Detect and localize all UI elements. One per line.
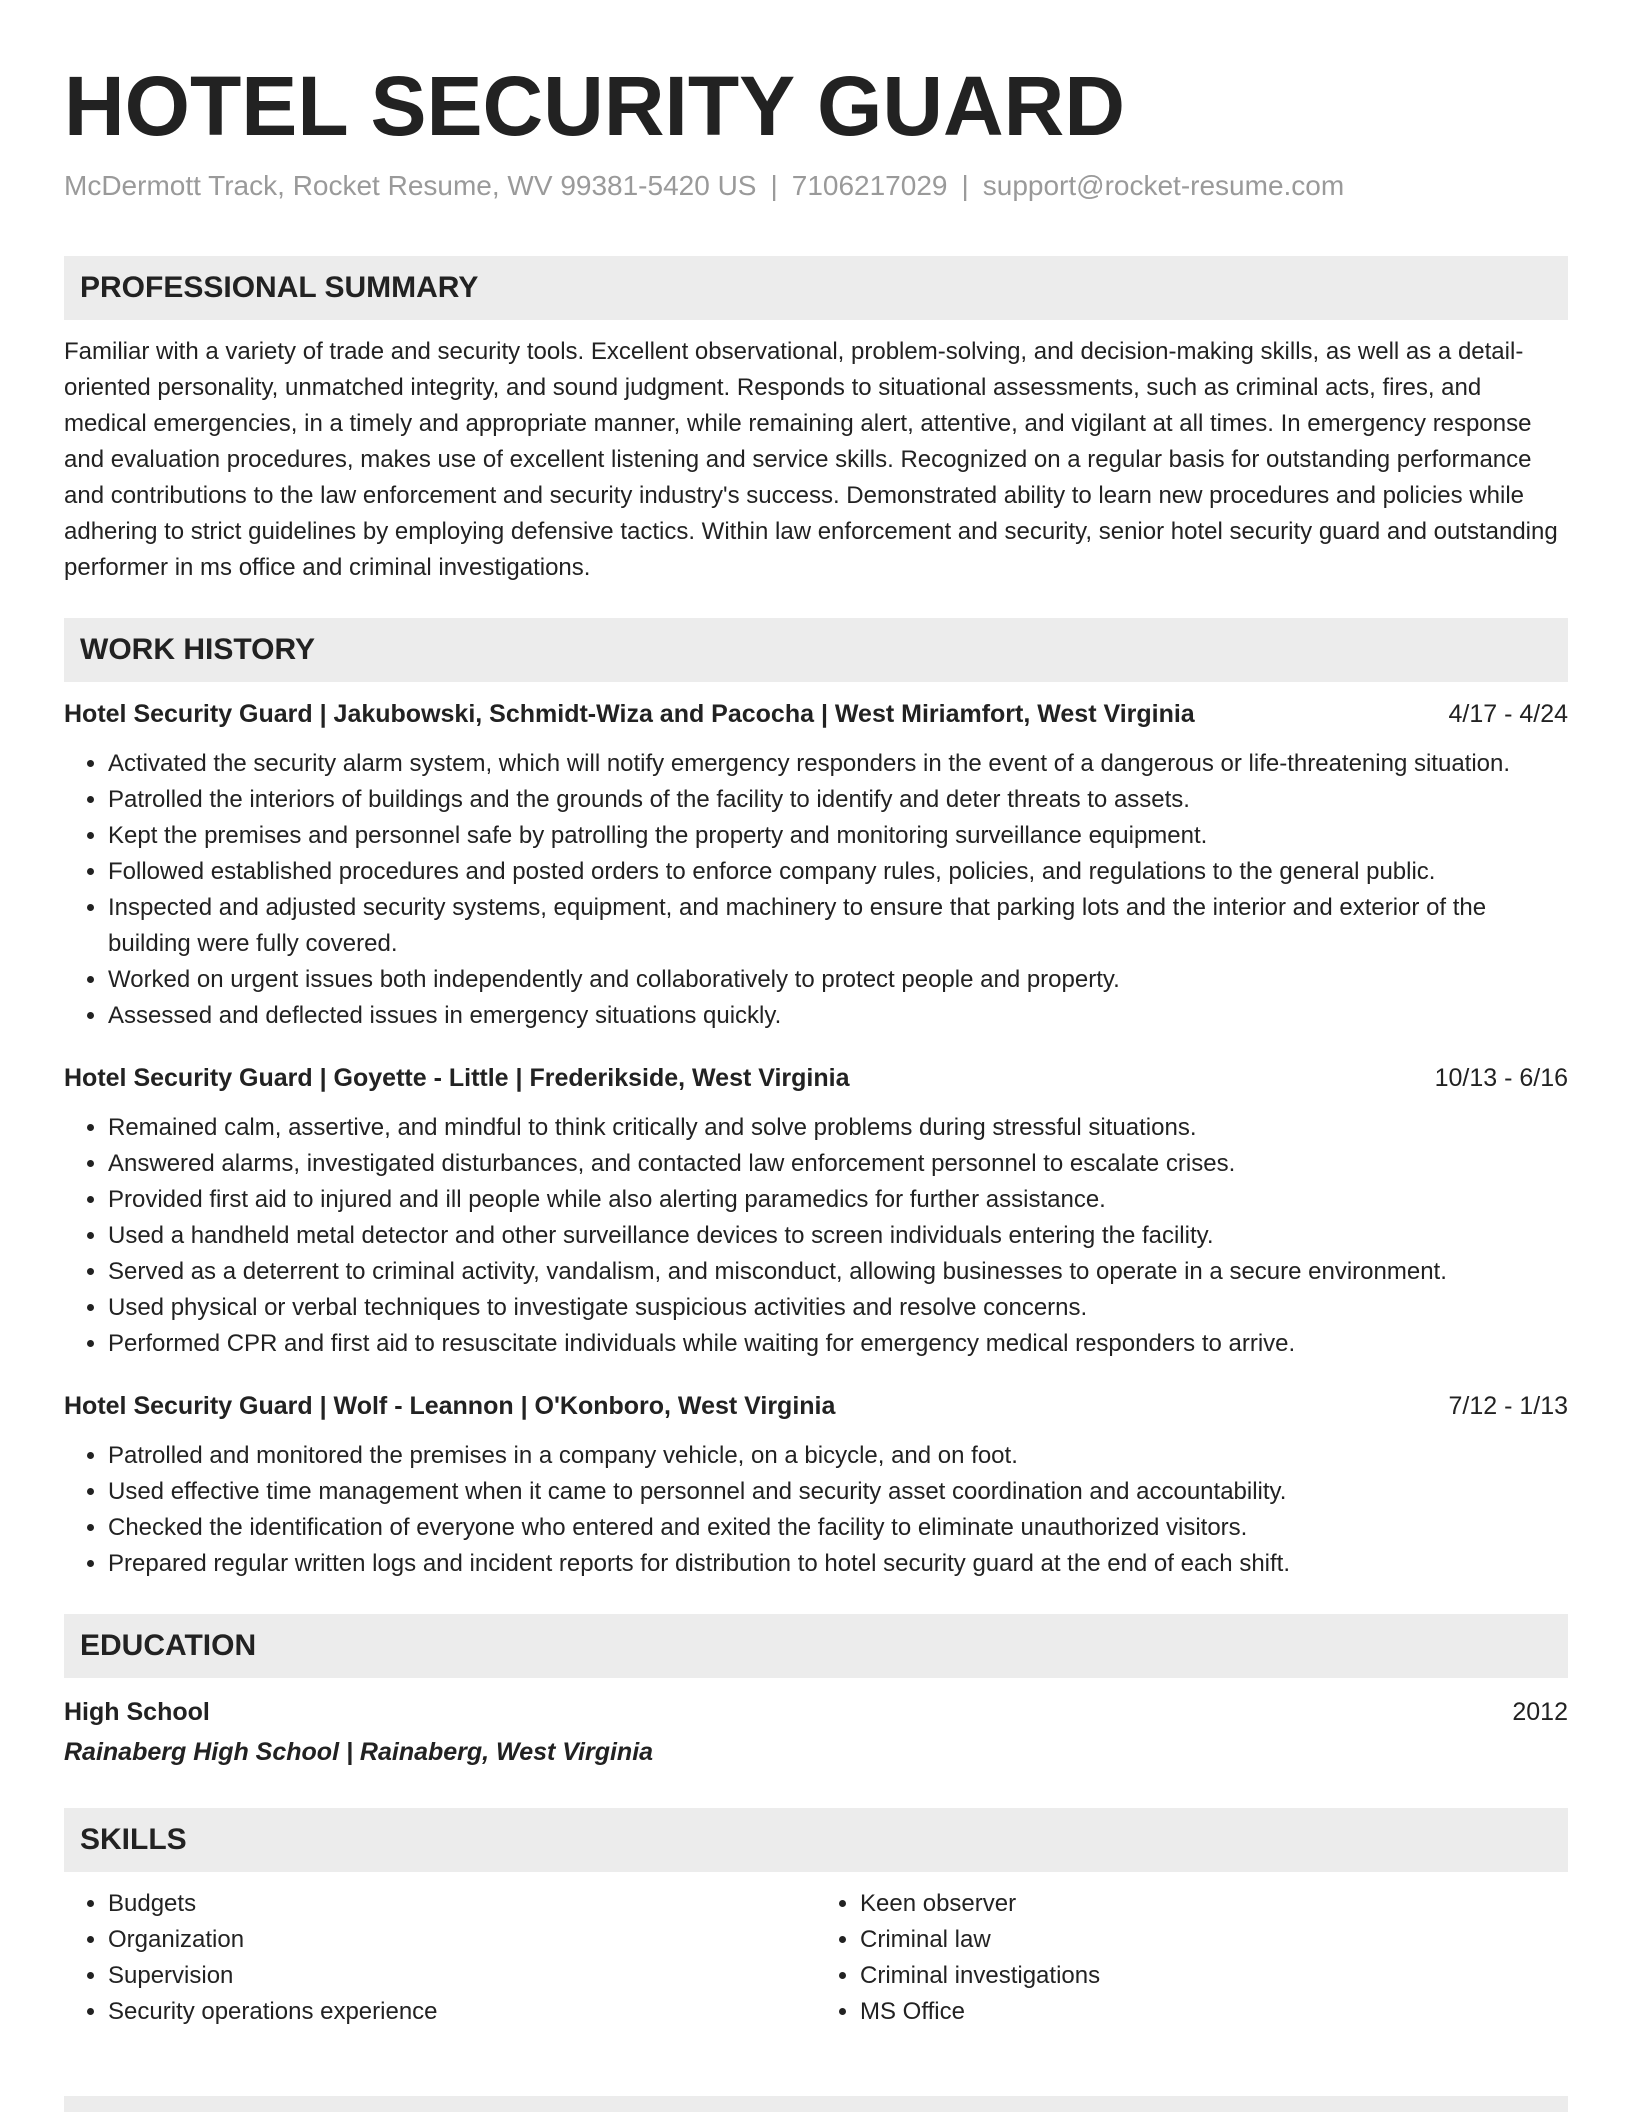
summary-text: Familiar with a variety of trade and security tools. Excellent observational, problem-solving, and decision-making skills, as well as a detail-oriented personality, unmatched integrity, and sound judgment. Responds to situational assessments, such as criminal acts, fires, and medical emergencies, in a timely and appropriate manner, while remaining alert, attentive, and vigilant at all times. In emergency response and evaluation procedures, makes use of excellent listening and service skills. Recognized on a regular basis for outstanding performance and contributions to the law enforcement and security industry's success. Demonstrated ability to learn new procedures and policies while adhering to strict guidelines by employing defensive tactics. Within law enforcement and security, senior hotel security guard and outstanding performer in ms office and criminal investigations. bbox=[64, 338, 1558, 581]
contact-line bbox=[64, 166, 1568, 206]
job-bullet: • Used physical or verbal techniques to investigate suspicious activities and resolve concerns. bbox=[108, 1290, 1568, 1326]
job-dates: 10/13 - 6/16 bbox=[1434, 1064, 1568, 1092]
contact-separator: | bbox=[961, 170, 969, 201]
education-entry bbox=[64, 1692, 1568, 1772]
job-entry bbox=[64, 696, 1568, 1034]
job-header bbox=[64, 1060, 1568, 1096]
education-year: 2012 bbox=[1512, 1698, 1568, 1726]
job-bullets bbox=[64, 1110, 1568, 1362]
skill-item: • Keen observer bbox=[860, 1886, 1568, 1922]
section-heading-skills: SKILLS bbox=[64, 1808, 1568, 1872]
job-bullet: • Worked on urgent issues both independently and collaboratively to protect people and property. bbox=[108, 962, 1568, 998]
job-bullet: • Remained calm, assertive, and mindful to think critically and solve problems during stressful situations. bbox=[108, 1110, 1568, 1146]
job-bullets bbox=[64, 746, 1568, 1034]
job-bullet: • Followed established procedures and posted orders to enforce company rules, policies, and regulations to the general public. bbox=[108, 854, 1568, 890]
job-bullet: • Performed CPR and first aid to resuscitate individuals while waiting for emergency medical responders to arrive. bbox=[108, 1326, 1568, 1362]
skills-grid bbox=[64, 1886, 1568, 2030]
job-bullet: • Answered alarms, investigated disturbances, and contacted law enforcement personnel to escalate crises. bbox=[108, 1146, 1568, 1182]
skill-item: • Criminal law bbox=[860, 1922, 1568, 1958]
skill-item: • Budgets bbox=[108, 1886, 816, 1922]
job-entry bbox=[64, 1388, 1568, 1582]
job-bullet: • Used a handheld metal detector and other surveillance devices to screen individuals entering the facility. bbox=[108, 1218, 1568, 1254]
job-title: Hotel Security Guard | Goyette - Little | Frederikside, West Virginia bbox=[64, 1064, 850, 1092]
skills-column-right bbox=[816, 1886, 1568, 2030]
job-bullet: • Inspected and adjusted security systems, equipment, and machinery to ensure that parking lots and the interior and exterior of the building were fully covered. bbox=[108, 890, 1568, 962]
job-bullet: • Assessed and deflected issues in emergency situations quickly. bbox=[108, 998, 1568, 1034]
job-bullet: • Provided first aid to injured and ill people while also alerting paramedics for further assistance. bbox=[108, 1182, 1568, 1218]
contact-separator: | bbox=[770, 170, 778, 201]
job-header bbox=[64, 696, 1568, 732]
job-entry bbox=[64, 1060, 1568, 1362]
skill-item: • Organization bbox=[108, 1922, 816, 1958]
job-bullet: • Used effective time management when it came to personnel and security asset coordination and accountability. bbox=[108, 1474, 1568, 1510]
skills-column-left bbox=[64, 1886, 816, 2030]
education-degree: High School bbox=[64, 1698, 210, 1726]
contact-phone[interactable]: 7106217029 bbox=[791, 170, 948, 201]
job-title: Hotel Security Guard | Wolf - Leannon | O'Konboro, West Virginia bbox=[64, 1392, 836, 1420]
job-title: Hotel Security Guard | Jakubowski, Schmidt-Wiza and Pacocha | West Miriamfort, West Virginia bbox=[64, 700, 1195, 728]
job-bullet: • Prepared regular written logs and incident reports for distribution to hotel security guard at the end of each shift. bbox=[108, 1546, 1568, 1582]
job-bullet: • Patrolled the interiors of buildings and the grounds of the facility to identify and deter threats to assets. bbox=[108, 782, 1568, 818]
job-dates: 7/12 - 1/13 bbox=[1448, 1392, 1568, 1420]
section-heading-work-history: WORK HISTORY bbox=[64, 618, 1568, 682]
job-bullet: • Activated the security alarm system, which will notify emergency responders in the event of a dangerous or life-threatening situation. bbox=[108, 746, 1568, 782]
resume-title: HOTEL SECURITY GUARD bbox=[64, 59, 1125, 153]
contact-address: McDermott Track, Rocket Resume, WV 99381-5420 US bbox=[64, 170, 757, 201]
job-header bbox=[64, 1388, 1568, 1424]
contact-email[interactable]: support@rocket-resume.com bbox=[982, 170, 1345, 201]
job-bullet: • Served as a deterrent to criminal activity, vandalism, and misconduct, allowing businesses to operate in a secure environment. bbox=[108, 1254, 1568, 1290]
next-section-heading-bar bbox=[64, 2096, 1568, 2112]
education-header bbox=[64, 1692, 1568, 1732]
job-bullet: • Kept the premises and personnel safe by patrolling the property and monitoring surveillance equipment. bbox=[108, 818, 1568, 854]
job-bullet: • Patrolled and monitored the premises in a company vehicle, on a bicycle, and on foot. bbox=[108, 1438, 1568, 1474]
job-bullet: • Checked the identification of everyone who entered and exited the facility to eliminate unauthorized visitors. bbox=[108, 1510, 1568, 1546]
skill-item: • MS Office bbox=[860, 1994, 1568, 2030]
skill-item: • Criminal investigations bbox=[860, 1958, 1568, 1994]
section-heading-summary: PROFESSIONAL SUMMARY bbox=[64, 256, 1568, 320]
education-school: Rainaberg High School | Rainaberg, West Virginia bbox=[64, 1738, 654, 1766]
job-bullets bbox=[64, 1438, 1568, 1582]
skill-item: • Security operations experience bbox=[108, 1994, 816, 2030]
section-heading-education: EDUCATION bbox=[64, 1614, 1568, 1678]
resume-page bbox=[64, 0, 1568, 2030]
job-dates: 4/17 - 4/24 bbox=[1448, 700, 1568, 728]
skill-item: • Supervision bbox=[108, 1958, 816, 1994]
